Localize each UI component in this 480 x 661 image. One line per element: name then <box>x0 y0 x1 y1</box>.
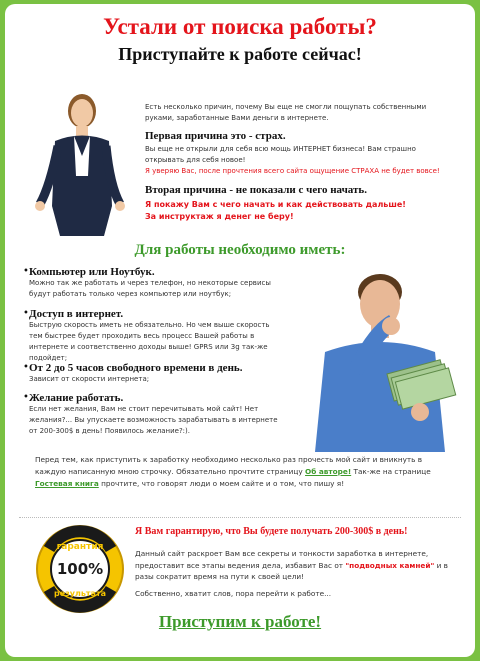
guestbook-link[interactable]: Гостевая книга <box>35 479 99 488</box>
closing-text: Собственно, хватит слов, пора перейти к работе... <box>135 589 332 598</box>
seal-bottom-text: результата <box>53 589 107 598</box>
list-item: • Компьютер или Ноутбук. Можно так же работать и через телефон, но некоторые сервисы будут работать только через компьютер или ноутбук; <box>29 266 284 300</box>
item-title: Доступ в интернет. <box>29 308 124 320</box>
list-item: • От 2 до 5 часов свободного времени в день. Зависит от скорости интернета; <box>29 362 284 385</box>
reason1-text: Вы еще не открыли для себя всю мощь ИНТЕРНЕТ бизнеса! Вам страшно открывать для себя новое! <box>145 145 416 164</box>
before-paragraph <box>35 454 455 490</box>
divider <box>19 517 461 518</box>
reason1-title: Первая причина это - страх. <box>145 130 286 142</box>
reason2-red-line1: Я покажу Вам с чего начать и как действовать дальше! <box>145 200 406 209</box>
item-text: Быструю скорость иметь не обязательно. Но чем выше скорость тем быстрее будет проходить весь процесс Вашей работы в интернете и соответственно доходы выше! GPRS или 3g так-же подойдет; <box>29 321 270 362</box>
about-author-link[interactable]: Об авторе! <box>305 467 352 476</box>
guarantee-text-2: и в разы сократит время на пути к своей цели! <box>135 560 448 581</box>
seal-top-text: гарантия <box>56 542 104 552</box>
underwater-stones-text: "подводных камней" <box>345 560 435 570</box>
intro-text: Есть несколько причин, почему Вы еще не смогли пощупать собственными руками, заработанные Вами деньги в интернете. <box>145 103 427 122</box>
guarantee-seal-icon <box>35 524 125 614</box>
reason2-red-line2: За инструктаж я денег не беру! <box>145 212 294 221</box>
seal-percent-text: 100% <box>56 560 104 578</box>
item-text: Можно так же работать и через телефон, но некоторые сервисы будут работать только через компьютер или ноутбук; <box>29 279 271 298</box>
item-title: Желание работать. <box>29 392 124 404</box>
item-text: Зависит от скорости интернета; <box>29 375 150 383</box>
page-subtitle: Приступайте к работе сейчас! <box>118 44 362 64</box>
guarantee-headline: Я Вам гарантирую, что Вы будете получать 200-300$ в день! <box>135 526 408 537</box>
guarantee-paragraph <box>135 548 455 583</box>
before-text-1: Перед тем, как приступить к заработку необходимо несколько раз прочесть мой сайт и вникнуть в каждую написанную мною строчку. Обязательно прочтите страницу <box>35 455 423 476</box>
list-item: • Доступ в интернет. Быструю скорость иметь не обязательно. Но чем выше скорость тем быстрее будет проходить весь процесс Вашей работы в интернете и соответственно доходы выше! GPRS или 3g так-же подойдет; <box>29 308 284 364</box>
man-with-money-image <box>295 262 465 452</box>
item-title: Компьютер или Ноутбук. <box>29 266 155 278</box>
reason1-red-text: Я уверяю Вас, после прочтения всего сайта ощущение СТРАХА не будет вовсе! <box>145 167 440 175</box>
reason2-title: Вторая причина - не показали с чего начать. <box>145 184 367 196</box>
page-title: Устали от поиска работы? <box>103 14 377 39</box>
list-item: • Желание работать. Если нет желания, Вам не стоит перечитывать мой сайт! Нет желания?... Вы упускаете возможность зарабатывать в интернете от 200-300$ в день! Появилось желание?:). <box>29 392 284 437</box>
woman-image <box>30 86 130 246</box>
item-title: От 2 до 5 часов свободного времени в день. <box>29 362 243 374</box>
start-work-link[interactable]: Приступим к работе! <box>158 612 322 631</box>
before-text-3: прочтите, что говорят люди о моем сайте и о том, что пишу я! <box>101 479 345 488</box>
requirements-heading: Для работы необходимо иметь: <box>134 242 346 258</box>
before-text-2: Так-же на странице <box>353 467 431 476</box>
guarantee-text-1: Данный сайт раскроет Вам все секреты и тонкости заработка в интернете, предоставит все этапы ведения дела, избавит Вас от <box>135 549 429 570</box>
item-text: Если нет желания, Вам не стоит перечитывать мой сайт! Нет желания?... Вы упускаете возможность зарабатывать в интернете от 200-300$ в день! Появилось желание?:). <box>29 405 278 435</box>
page <box>5 4 475 657</box>
